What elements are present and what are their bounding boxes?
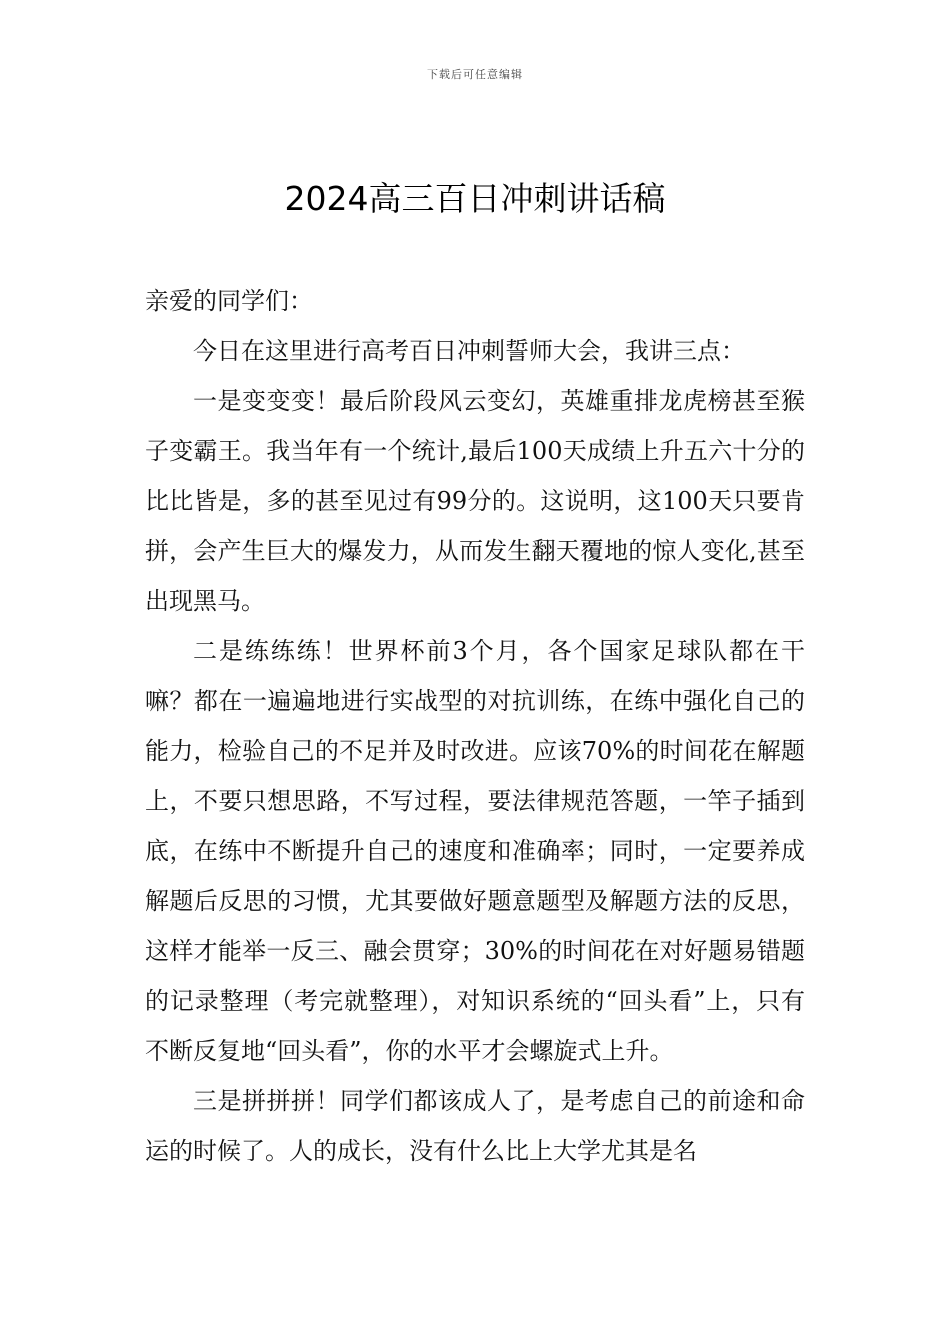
document-title: 2024高三百日冲刺讲话稿 [284, 179, 666, 218]
paragraph-point-three: 三是拼拼拼！同学们都该成人了，是考虑自己的前途和命运的时候了。人的成长，没有什么比上大学尤其是名 [145, 1087, 805, 1165]
header-note: 下载后可任意编辑 [427, 68, 523, 81]
paragraph-point-two: 二是练练练！世界杯前3个月，各个国家足球队都在干嘛？都在一遍遍地进行实战型的对抗训练，在练中强化自己的能力，检验自己的不足并及时改进。应该70%的时间花在解题上，不要只想思路，不写过程，要法律规范答题，一竿子插到底，在练中不断提升自己的速度和准确率；同时，一定要养成解题后反思的习惯，尤其要做好题意题型及解题方法的反思，这样才能举一反三、融会贯穿；30%的时间花在对好题易错题的记录整理（考完就整理），对知识系统的“回头看”上，只有不断反复地“回头看”，你的水平才会螺旋式上升。 [145, 637, 805, 1065]
document-body [145, 276, 805, 1176]
paragraph-point-one: 一是变变变！最后阶段风云变幻，英雄重排龙虎榜甚至猴子变霸王。我当年有一个统计,最后100天成绩上升五六十分的比比皆是，多的甚至见过有99分的。这说明，这100天只要肯拼，会产生巨大的爆发力，从而发生翻天覆地的惊人变化,甚至出现黑马。 [145, 387, 805, 615]
salutation: 亲爱的同学们： [145, 287, 313, 315]
paragraph-intro: 今日在这里进行高考百日冲刺誓师大会，我讲三点： [193, 337, 745, 365]
